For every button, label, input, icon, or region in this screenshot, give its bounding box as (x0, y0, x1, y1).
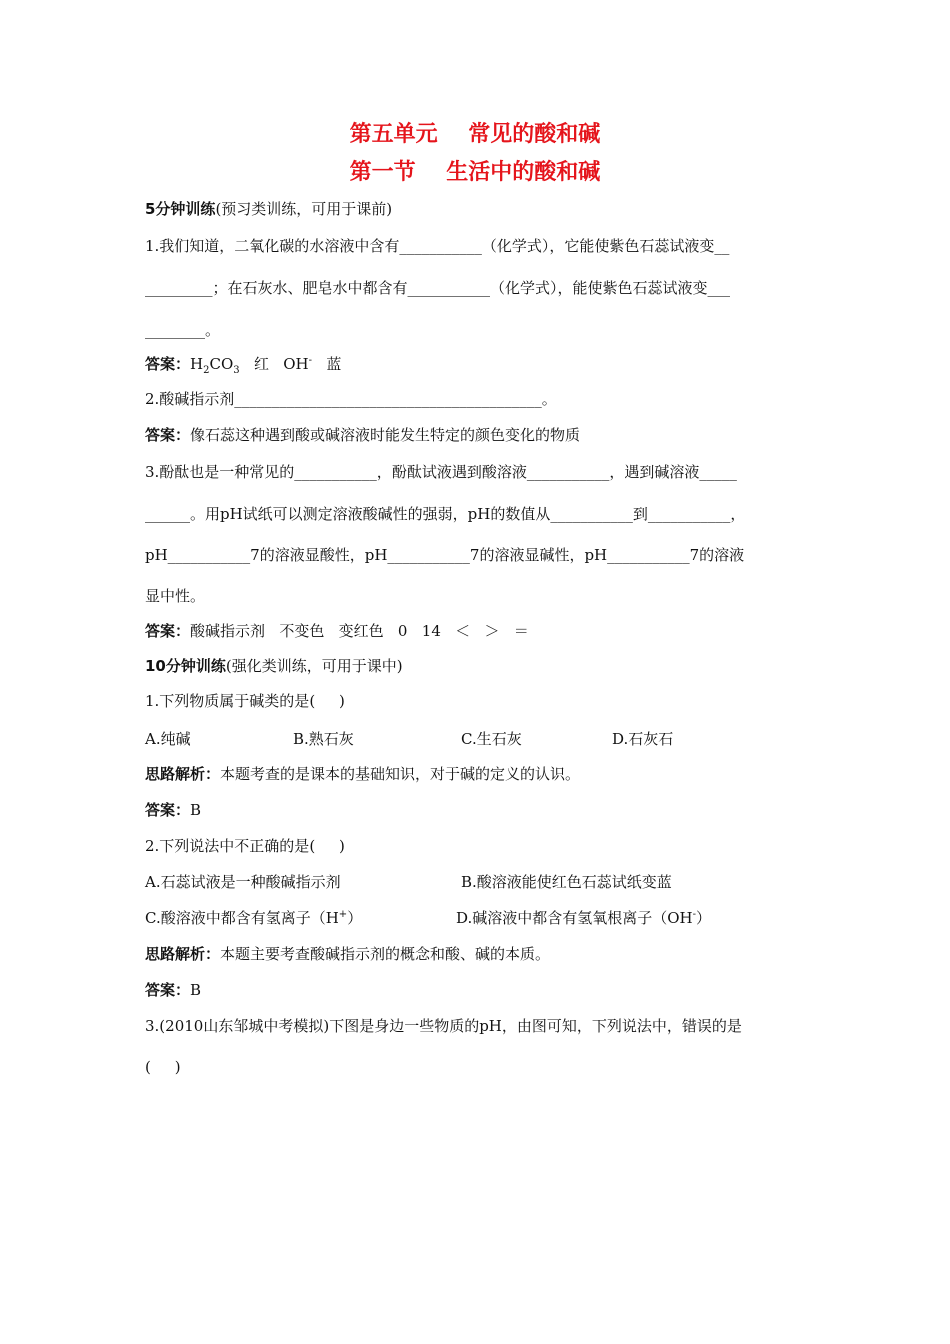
explanation-label: 思路解析： (145, 765, 221, 783)
question-10-1-stem: 1.下列物质属于碱类的是( ) (145, 692, 345, 710)
answer-label: 答案： (145, 622, 191, 640)
question-5-1-line-3: ________。 (145, 321, 221, 339)
answer-blue: 蓝 (312, 355, 342, 373)
answer-h: H (190, 355, 204, 373)
question-10-2-option-d (456, 907, 711, 929)
answer-label: 答案： (145, 801, 191, 819)
option-c-close: ） (347, 909, 363, 927)
option-c-text: C.酸溶液中都含有氢离子（H (145, 909, 339, 927)
answer-oh-superscript: - (308, 355, 313, 366)
explanation-label: 思路解析： (145, 945, 221, 963)
answer-text: 酸碱指示剂 不变色 变红色 0 14 ＜ ＞ ＝ (190, 622, 529, 640)
answer-h-subscript: 2 (203, 365, 210, 376)
question-5-3-line-2: ______。用pH试纸可以测定溶液酸碱性的强弱，pH的数值从___________到___________， (145, 505, 746, 523)
question-10-2-stem: 2.下列说法中不正确的是( ) (145, 837, 345, 855)
question-10-1-option-a: A.纯碱 (145, 730, 191, 748)
answer-10-1 (145, 799, 201, 821)
answer-co-subscript: 3 (233, 365, 240, 376)
question-10-2-option-b: B.酸溶液能使红色石蕊试纸变蓝 (461, 873, 672, 891)
ten-minute-heading-note: (强化类训练，可用于课中) (225, 657, 403, 675)
answer-label: 答案： (145, 981, 191, 999)
question-5-3-line-4: 显中性。 (145, 587, 206, 605)
option-d-close: ） (696, 909, 712, 927)
question-10-2-option-c (145, 907, 362, 929)
explanation-10-1 (145, 763, 580, 785)
ten-minute-heading (145, 655, 403, 677)
question-5-3-line-1: 3.酚酞也是一种常见的___________，酚酞试液遇到酸溶液___________，遇到碱溶液_____ (145, 463, 737, 481)
explanation-text: 本题主要考查酸碱指示剂的概念和酸、碱的本质。 (220, 945, 551, 963)
question-10-1-option-b: B.熟石灰 (293, 730, 354, 748)
answer-5-1 (145, 353, 341, 375)
answer-5-3 (145, 620, 529, 642)
unit-title: 第五单元 常见的酸和碱 (349, 122, 601, 147)
question-10-1-option-d: D.石灰石 (612, 730, 674, 748)
answer-red-oh: 红 OH (239, 355, 309, 373)
five-minute-heading-label: 5分钟训练 (145, 200, 216, 218)
ten-minute-heading-label: 10分钟训练 (145, 657, 226, 675)
question-10-2-option-a: A.石蕊试液是一种酸碱指示剂 (145, 873, 341, 891)
question-10-3-line-1: 3.(2010山东邹城中考模拟)下图是身边一些物质的pH，由图可知，下列说法中，错误的是 (145, 1017, 742, 1035)
five-minute-heading (145, 198, 392, 220)
question-5-1-line-2: _________；在石灰水、肥皂水中都含有___________（化学式），能使紫色石蕊试液变___ (145, 279, 731, 297)
option-d-superscript: - (692, 909, 697, 920)
option-d-text: D.碱溶液中都含有氢氧根离子（OH (456, 909, 693, 927)
question-5-2: 2.酸碱指示剂_________________________________________。 (145, 390, 557, 408)
answer-10-2 (145, 979, 201, 1001)
question-10-3-line-2: ( ) (145, 1058, 181, 1076)
question-5-3-line-3: pH___________7的溶液显酸性，pH___________7的溶液显碱性，pH___________7的溶液 (145, 546, 745, 564)
question-5-1-line-1: 1.我们知道，二氧化碳的水溶液中含有___________（化学式），它能使紫色石蕊试液变__ (145, 237, 730, 255)
option-c-superscript: + (338, 909, 348, 920)
answer-5-2 (145, 424, 580, 446)
explanation-10-2 (145, 943, 550, 965)
answer-label: 答案： (145, 355, 191, 373)
section-title: 第一节 生活中的酸和碱 (349, 160, 601, 185)
five-minute-heading-note: (预习类训练，可用于课前) (215, 200, 393, 218)
answer-label: 答案： (145, 426, 191, 444)
answer-text: B (190, 801, 202, 819)
answer-text: 像石蕊这种遇到酸或碱溶液时能发生特定的颜色变化的物质 (190, 426, 581, 444)
explanation-text: 本题考查的是课本的基础知识，对于碱的定义的认识。 (220, 765, 581, 783)
answer-co: CO (209, 355, 234, 373)
answer-text: B (190, 981, 202, 999)
question-10-1-option-c: C.生石灰 (461, 730, 522, 748)
